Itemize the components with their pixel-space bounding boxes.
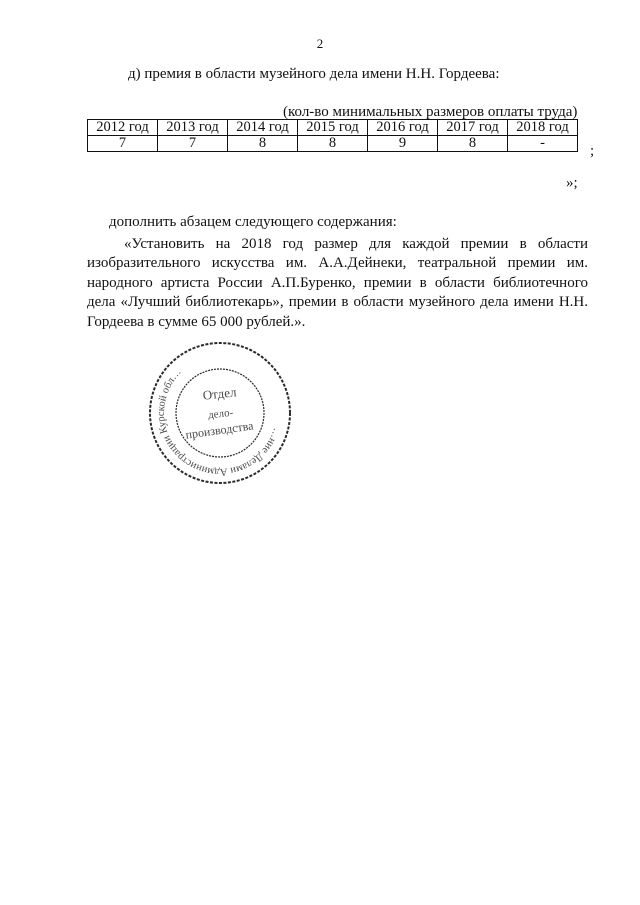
stamp-outer-text: …ние Делами Администрации Курской обл…: [155, 366, 282, 478]
table-header-row: [88, 120, 578, 136]
paragraph-line: изобразительного искусства им. А.А.Дейнеки, театральной премии им.: [87, 255, 588, 272]
year-cell: 2016 год: [368, 120, 438, 136]
year-cell: 2017 год: [438, 120, 508, 136]
year-cell: 2013 год: [158, 120, 228, 136]
year-cell: 2014 год: [228, 120, 298, 136]
table-values-row: [88, 136, 578, 152]
value-cell: 7: [158, 136, 228, 152]
paragraph-line: дела «Лучший библиотекарь», премии в области музейного дела имени Н.Н.: [87, 294, 588, 311]
stamp-line-1: Отдел: [201, 384, 238, 403]
paragraph-line: народного артиста России А.П.Буренко, премии в области библиотечного: [87, 274, 588, 291]
quoted-paragraph: [87, 235, 588, 332]
year-cell: 2012 год: [88, 120, 158, 136]
closing-quote: »;: [566, 175, 578, 191]
page-number: 2: [316, 36, 324, 51]
value-cell: 8: [298, 136, 368, 152]
stamp-line-3: производства: [184, 418, 255, 442]
unit-note: (кол-во минимальных размеров оплаты труда): [283, 104, 578, 120]
value-cell: 7: [88, 136, 158, 152]
supplement-line: дополнить абзацем следующего содержания:: [109, 214, 397, 230]
value-cell: -: [508, 136, 578, 152]
award-table: [87, 119, 578, 152]
official-stamp: [145, 338, 295, 488]
year-cell: 2015 год: [298, 120, 368, 136]
value-cell: 9: [368, 136, 438, 152]
stamp-line-2: дело-: [207, 406, 234, 422]
year-cell: 2018 год: [508, 120, 578, 136]
paragraph-line: «Установить на 2018 год размер для каждой премии в области: [124, 236, 588, 252]
table-semicolon: ;: [590, 143, 595, 159]
section-heading: д) премия в области музейного дела имени Н.Н. Гордеева:: [128, 66, 500, 82]
value-cell: 8: [438, 136, 508, 152]
paragraph-line: Гордеева в сумме 65 000 рублей.».: [87, 313, 306, 330]
value-cell: 8: [228, 136, 298, 152]
